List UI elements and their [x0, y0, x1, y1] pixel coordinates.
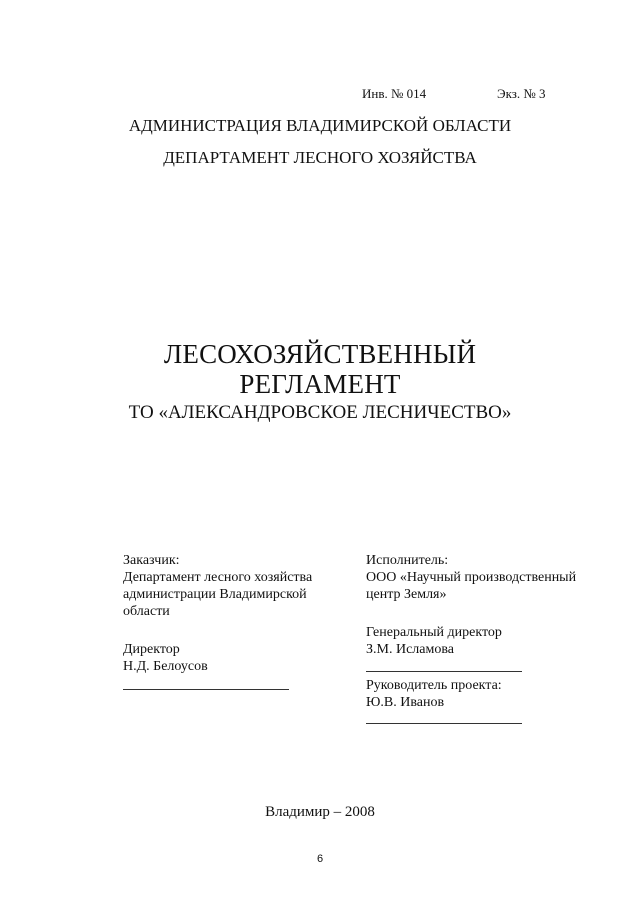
customer-name-line1: Департамент лесного хозяйства	[123, 570, 313, 585]
contractor-block	[366, 552, 576, 603]
copy-number: Экз. № 3	[497, 86, 546, 101]
contractor-label: Исполнитель:	[366, 553, 449, 568]
page-number: 6	[316, 853, 324, 865]
project-manager-person: Ю.В. Иванов	[366, 695, 445, 710]
document-title-line1: ЛЕСОХОЗЯЙСТВЕННЫЙ	[163, 339, 477, 369]
contractor-signature-line	[366, 671, 522, 672]
administration-name: АДМИНИСТРАЦИЯ ВЛАДИМИРСКОЙ ОБЛАСТИ	[128, 116, 512, 135]
project-manager-signature-line	[366, 723, 522, 724]
city-year: Владимир – 2008	[265, 804, 375, 820]
inventory-number: Инв. № 014	[362, 86, 427, 101]
project-manager-block	[366, 677, 502, 711]
contractor-person: З.М. Исламова	[366, 642, 454, 657]
customer-name-line3: области	[123, 604, 170, 619]
customer-label: Заказчик:	[123, 553, 180, 568]
customer-person: Н.Д. Белоусов	[123, 659, 208, 674]
customer-signature-line	[123, 689, 289, 690]
customer-name-line2: администрации Владимирской	[123, 587, 307, 602]
customer-signatory	[123, 641, 208, 675]
contractor-signatory	[366, 624, 502, 658]
department-name: ДЕПАРТАМЕНТ ЛЕСНОГО ХОЗЯЙСТВА	[163, 148, 477, 167]
contractor-name-line1: ООО «Научный производственный	[366, 570, 577, 585]
contractor-position: Генеральный директор	[366, 625, 502, 640]
document-subtitle: ТО «АЛЕКСАНДРОВСКОЕ ЛЕСНИЧЕСТВО»	[128, 402, 512, 423]
customer-position: Директор	[123, 642, 180, 657]
customer-block	[123, 552, 312, 620]
document-title-line2: РЕГЛАМЕНТ	[239, 369, 401, 399]
contractor-name-line2: центр Земля»	[366, 587, 447, 602]
project-manager-position: Руководитель проекта:	[366, 678, 502, 693]
